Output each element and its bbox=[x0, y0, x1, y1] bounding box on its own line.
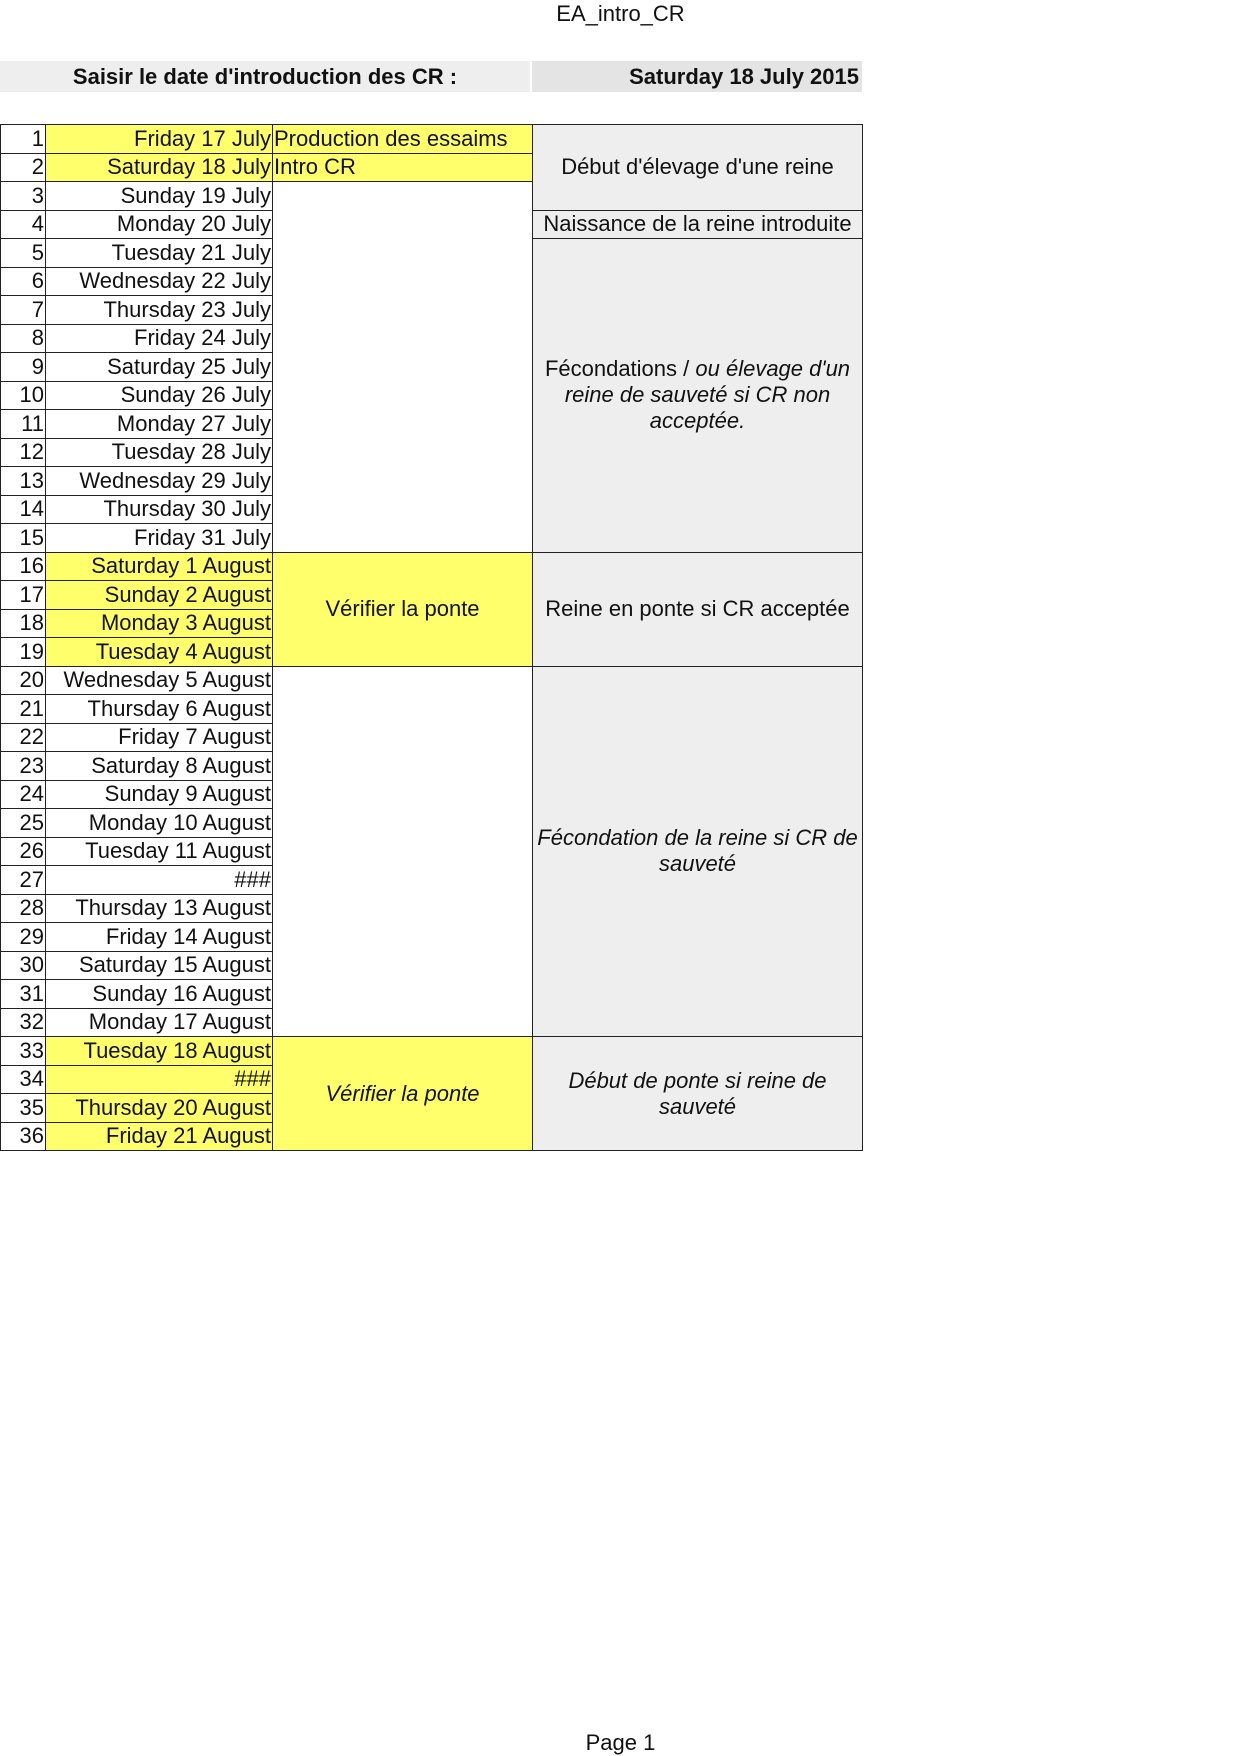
row-number-cell[interactable]: 4 bbox=[1, 210, 46, 239]
date-cell[interactable]: Thursday 20 August bbox=[46, 1094, 273, 1123]
date-cell[interactable]: Tuesday 11 August bbox=[46, 837, 273, 866]
date-cell[interactable]: Friday 24 July bbox=[46, 324, 273, 353]
date-cell[interactable]: Monday 17 August bbox=[46, 1008, 273, 1037]
date-cell[interactable]: Saturday 8 August bbox=[46, 752, 273, 781]
date-cell[interactable]: ### bbox=[46, 866, 273, 895]
date-cell[interactable]: ### bbox=[46, 1065, 273, 1094]
date-cell[interactable]: Monday 27 July bbox=[46, 410, 273, 439]
note-fecondations-text: Fécondations / bbox=[544, 356, 696, 382]
row-number-cell[interactable]: 32 bbox=[1, 1008, 46, 1037]
table-row bbox=[1, 552, 863, 581]
date-cell[interactable]: Sunday 2 August bbox=[46, 581, 273, 610]
activity-empty-cell[interactable] bbox=[273, 666, 533, 1037]
row-number-cell[interactable]: 33 bbox=[1, 1037, 46, 1066]
row-number-cell[interactable]: 10 bbox=[1, 381, 46, 410]
date-input-cell[interactable]: Saturday 18 July 2015 bbox=[532, 61, 862, 92]
activity-production-cell[interactable]: Production des essaims bbox=[273, 125, 533, 154]
schedule-table bbox=[0, 124, 863, 1151]
row-number-cell[interactable]: 5 bbox=[1, 239, 46, 268]
note-reine-ponte-cell[interactable]: Reine en ponte si CR acceptée bbox=[533, 552, 863, 666]
date-cell[interactable]: Sunday 19 July bbox=[46, 182, 273, 211]
row-number-cell[interactable]: 11 bbox=[1, 410, 46, 439]
row-number-cell[interactable]: 34 bbox=[1, 1065, 46, 1094]
note-debut-elevage-cell[interactable]: Début d'élevage d'une reine bbox=[533, 125, 863, 211]
date-cell[interactable]: Saturday 1 August bbox=[46, 552, 273, 581]
date-cell[interactable]: Friday 17 July bbox=[46, 125, 273, 154]
row-number-cell[interactable]: 35 bbox=[1, 1094, 46, 1123]
date-cell[interactable]: Sunday 16 August bbox=[46, 980, 273, 1009]
row-number-cell[interactable]: 15 bbox=[1, 524, 46, 553]
date-cell[interactable]: Thursday 23 July bbox=[46, 296, 273, 325]
row-number-cell[interactable]: 13 bbox=[1, 467, 46, 496]
date-cell[interactable]: Tuesday 18 August bbox=[46, 1037, 273, 1066]
activity-check-laying-cell[interactable]: Vérifier la ponte bbox=[273, 552, 533, 666]
date-cell[interactable]: Friday 21 August bbox=[46, 1122, 273, 1151]
date-cell[interactable]: Saturday 25 July bbox=[46, 353, 273, 382]
date-cell[interactable]: Tuesday 28 July bbox=[46, 438, 273, 467]
note-fecondation-sauvete-cell[interactable]: Fécondation de la reine si CR de sauveté bbox=[533, 666, 863, 1037]
row-number-cell[interactable]: 6 bbox=[1, 267, 46, 296]
table-row bbox=[1, 666, 863, 695]
row-number-cell[interactable]: 23 bbox=[1, 752, 46, 781]
sheet-title: EA_intro_CR bbox=[556, 1, 685, 26]
row-number-cell[interactable]: 17 bbox=[1, 581, 46, 610]
activity-intro-cell[interactable]: Intro CR bbox=[273, 153, 533, 182]
activity-check-laying-cell[interactable]: Vérifier la ponte bbox=[273, 1037, 533, 1151]
activity-empty-cell[interactable] bbox=[273, 182, 533, 553]
date-cell[interactable]: Sunday 9 August bbox=[46, 780, 273, 809]
date-cell[interactable]: Monday 20 July bbox=[46, 210, 273, 239]
row-number-cell[interactable]: 9 bbox=[1, 353, 46, 382]
row-number-cell[interactable]: 22 bbox=[1, 723, 46, 752]
row-number-cell[interactable]: 19 bbox=[1, 638, 46, 667]
note-naissance-cell[interactable]: Naissance de la reine introduite bbox=[533, 210, 863, 239]
row-number-cell[interactable]: 24 bbox=[1, 780, 46, 809]
date-cell[interactable]: Friday 7 August bbox=[46, 723, 273, 752]
date-cell[interactable]: Tuesday 21 July bbox=[46, 239, 273, 268]
row-number-cell[interactable]: 31 bbox=[1, 980, 46, 1009]
row-number-cell[interactable]: 1 bbox=[1, 125, 46, 154]
date-cell[interactable]: Thursday 13 August bbox=[46, 894, 273, 923]
table-row bbox=[1, 125, 863, 154]
row-number-cell[interactable]: 16 bbox=[1, 552, 46, 581]
row-number-cell[interactable]: 21 bbox=[1, 695, 46, 724]
row-number-cell[interactable]: 30 bbox=[1, 951, 46, 980]
row-number-cell[interactable]: 25 bbox=[1, 809, 46, 838]
row-number-cell[interactable]: 18 bbox=[1, 609, 46, 638]
date-cell[interactable]: Thursday 6 August bbox=[46, 695, 273, 724]
date-cell[interactable]: Saturday 15 August bbox=[46, 951, 273, 980]
date-input-label: Saisir le date d'introduction des CR : bbox=[0, 61, 530, 92]
date-cell[interactable]: Monday 10 August bbox=[46, 809, 273, 838]
row-number-cell[interactable]: 7 bbox=[1, 296, 46, 325]
date-cell[interactable]: Wednesday 29 July bbox=[46, 467, 273, 496]
row-number-cell[interactable]: 8 bbox=[1, 324, 46, 353]
row-number-cell[interactable]: 3 bbox=[1, 182, 46, 211]
row-number-cell[interactable]: 27 bbox=[1, 866, 46, 895]
row-number-cell[interactable]: 29 bbox=[1, 923, 46, 952]
date-cell[interactable]: Friday 31 July bbox=[46, 524, 273, 553]
note-fecondations-cell[interactable] bbox=[533, 239, 863, 553]
date-cell[interactable]: Wednesday 22 July bbox=[46, 267, 273, 296]
row-number-cell[interactable]: 2 bbox=[1, 153, 46, 182]
date-cell[interactable]: Monday 3 August bbox=[46, 609, 273, 638]
date-cell[interactable]: Sunday 26 July bbox=[46, 381, 273, 410]
row-number-cell[interactable]: 12 bbox=[1, 438, 46, 467]
row-number-cell[interactable]: 26 bbox=[1, 837, 46, 866]
row-number-cell[interactable]: 28 bbox=[1, 894, 46, 923]
date-cell[interactable]: Thursday 30 July bbox=[46, 495, 273, 524]
note-debut-ponte-cell[interactable]: Début de ponte si reine de sauveté bbox=[533, 1037, 863, 1151]
row-number-cell[interactable]: 36 bbox=[1, 1122, 46, 1151]
table-row bbox=[1, 1037, 863, 1066]
row-number-cell[interactable]: 20 bbox=[1, 666, 46, 695]
date-cell[interactable]: Tuesday 4 August bbox=[46, 638, 273, 667]
page-footer: Page 1 bbox=[585, 1730, 656, 1755]
note-fecondations-italic-text: ou élevage d'un reine de sauveté si CR non acceptée. bbox=[564, 356, 851, 434]
date-cell[interactable]: Wednesday 5 August bbox=[46, 666, 273, 695]
row-number-cell[interactable]: 14 bbox=[1, 495, 46, 524]
date-input-bar bbox=[0, 61, 862, 92]
date-cell[interactable]: Friday 14 August bbox=[46, 923, 273, 952]
date-cell[interactable]: Saturday 18 July bbox=[46, 153, 273, 182]
